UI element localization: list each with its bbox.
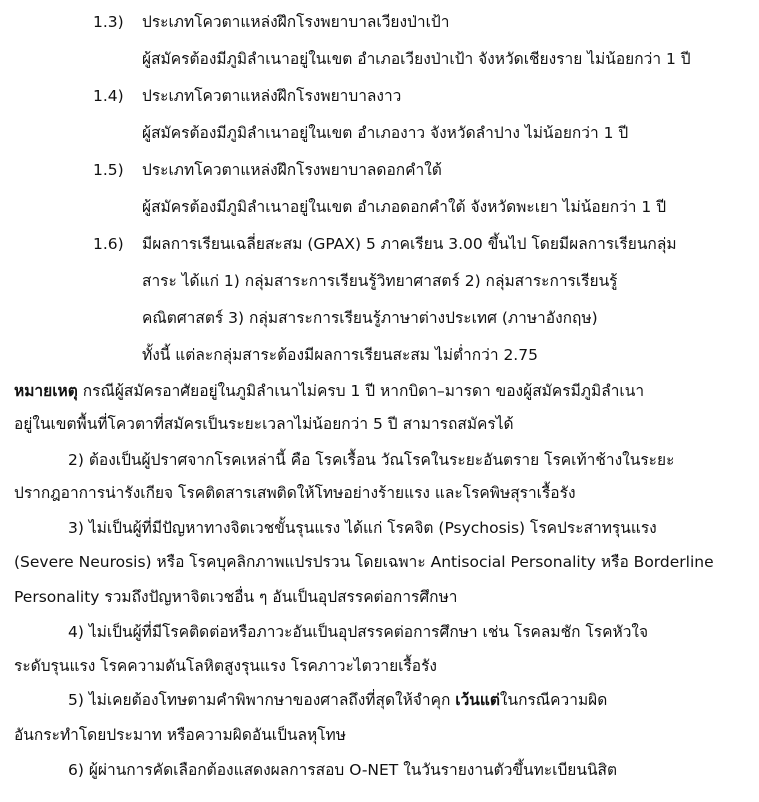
note-text: กรณีผู้สมัครอาศัยอยู่ในภูมิลำเนาไม่ครบ 1 ปี หากบิดา–มารดา ของผู้สมัครมีภูมิลำเนา xyxy=(77,382,645,400)
criterion-4-line: ระดับรุนแรง โรคความดันโลหิตสูงรุนแรง โรคภาวะไตวายเรื้อรัง xyxy=(14,657,437,675)
item-detail: ผู้สมัครต้องมีภูมิลำเนาอยู่ในเขต อำเภองาว จังหวัดลำปาง ไม่น้อยกว่า 1 ปี xyxy=(142,124,629,142)
criterion-5-line: อันกระทำโดยประมาท หรือความผิดอันเป็นลหุโทษ xyxy=(14,726,346,744)
criterion-5-text: ในกรณีความผิด xyxy=(499,691,608,709)
criterion-2-line: 2) ต้องเป็นผู้ปราศจากโรคเหล่านี้ คือ โรคเรื้อน วัณโรคในระยะอันตราย โรคเท้าช้างในระยะ xyxy=(68,451,675,469)
criterion-3-line: 3) ไม่เป็นผู้ที่มีปัญหาทางจิตเวชขั้นรุนแรง ได้แก่ โรคจิต (Psychosis) โรคประสาทรุนแรง xyxy=(68,519,657,537)
item-number: 1.3) xyxy=(93,13,124,31)
criterion-5-text: 5) ไม่เคยต้องโทษตามคำพิพากษาของศาลถึงที่สุดให้จำคุก xyxy=(68,691,456,709)
item-number: 1.6) xyxy=(93,235,124,253)
item-number: 1.4) xyxy=(93,87,124,105)
criterion-5-emphasis: เว้นแต่ xyxy=(455,691,500,709)
item-title: ประเภทโควตาแหล่งฝึกโรงพยาบาลเวียงป่าเป้า xyxy=(142,13,450,31)
note-line xyxy=(14,379,644,403)
criterion-5-line xyxy=(68,688,607,712)
criterion-3-line: Personality รวมถึงปัญหาจิตเวชอื่น ๆ อันเป็นอุปสรรคต่อการศึกษา xyxy=(14,588,458,606)
criterion-4-line: 4) ไม่เป็นผู้ที่มีโรคติดต่อหรือภาวะอันเป็นอุปสรรคต่อการศึกษา เช่น โรคลมชัก โรคหัวใจ xyxy=(68,623,649,641)
item-detail: ผู้สมัครต้องมีภูมิลำเนาอยู่ในเขต อำเภอเวียงป่าเป้า จังหวัดเชียงราย ไม่น้อยกว่า 1 ปี xyxy=(142,50,691,68)
item-title: มีผลการเรียนเฉลี่ยสะสม (GPAX) 5 ภาคเรียน 3.00 ขึ้นไป โดยมีผลการเรียนกลุ่ม xyxy=(142,235,677,253)
item-title: ประเภทโควตาแหล่งฝึกโรงพยาบาลงาว xyxy=(142,87,402,105)
item-detail: สาระ ได้แก่ 1) กลุ่มสาระการเรียนรู้วิทยาศาสตร์ 2) กลุ่มสาระการเรียนรู้ xyxy=(142,272,618,290)
item-detail: คณิตศาสตร์ 3) กลุ่มสาระการเรียนรู้ภาษาต่างประเทศ (ภาษาอังกฤษ) xyxy=(142,309,598,327)
criterion-3-line: (Severe Neurosis) หรือ โรคบุคลิกภาพแปรปรวน โดยเฉพาะ Antisocial Personality หรือ Borderline xyxy=(14,553,714,571)
item-title: ประเภทโควตาแหล่งฝึกโรงพยาบาลดอกคำใต้ xyxy=(142,161,442,179)
item-detail: ผู้สมัครต้องมีภูมิลำเนาอยู่ในเขต อำเภอดอกคำใต้ จังหวัดพะเยา ไม่น้อยกว่า 1 ปี xyxy=(142,198,667,216)
note-label: หมายเหตุ xyxy=(14,382,78,400)
criterion-2-line: ปรากฎอาการน่ารังเกียจ โรคติดสารเสพติดให้โทษอย่างร้ายแรง และโรคพิษสุราเรื้อรัง xyxy=(14,484,576,502)
item-number: 1.5) xyxy=(93,161,124,179)
item-detail: ทั้งนี้ แต่ละกลุ่มสาระต้องมีผลการเรียนสะสม ไม่ต่ำกว่า 2.75 xyxy=(142,346,538,364)
note-line: อยู่ในเขตพื้นที่โควตาที่สมัครเป็นระยะเวลาไม่น้อยกว่า 5 ปี สามารถสมัครได้ xyxy=(14,415,514,433)
criterion-6-line: 6) ผู้ผ่านการคัดเลือกต้องแสดงผลการสอบ O-NET ในวันรายงานตัวขึ้นทะเบียนนิสิต xyxy=(68,761,618,779)
